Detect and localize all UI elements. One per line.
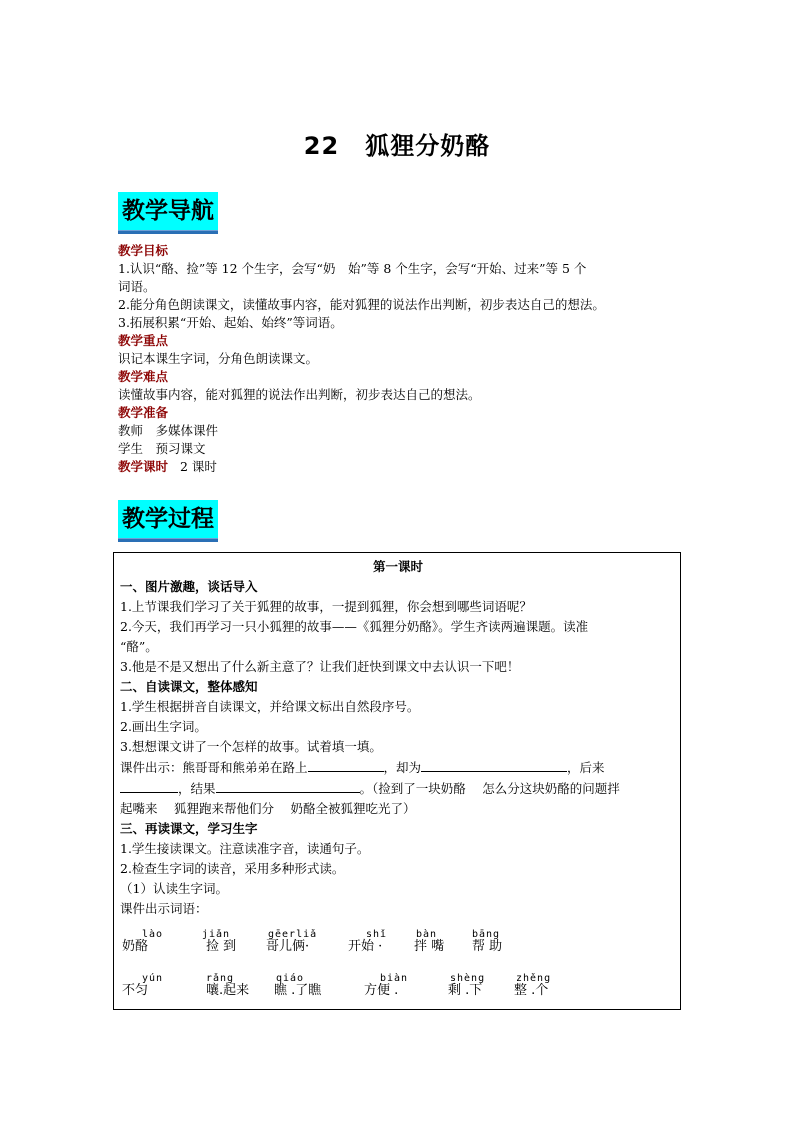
pinyin: rǎng: [206, 973, 235, 984]
fill-text: ，后来: [567, 760, 605, 775]
hours-heading: 教学课时: [118, 459, 169, 474]
vocab-word: 拌 嘴: [414, 939, 445, 954]
lesson-number: 22: [303, 132, 340, 160]
section-3-line: 课件出示词语：: [120, 901, 208, 916]
prep-line: 教师 多媒体课件: [118, 423, 219, 438]
fill-text: 课件出示：熊哥哥和熊弟弟在路上: [120, 760, 308, 775]
fill-text: 。（捡到了一块奶酪 怎么分这块奶酪的问题拌: [359, 781, 620, 796]
prep-heading: 教学准备: [118, 405, 169, 420]
goal-line: 1.认识“酪、捡”等 12 个生字，会写“奶 始”等 8 个生字，会写“开始、过来”等 5 个: [118, 261, 587, 276]
fill-blank[interactable]: [120, 778, 178, 793]
section-3-line: （1）认读生字词。: [120, 881, 228, 896]
page-title: [0, 126, 794, 161]
section-2-line: 1.学生根据拼音自读课文，并给课文标出自然段序号。: [120, 699, 420, 714]
key-text: 识记本课生字词，分角色朗读课文。: [118, 351, 319, 366]
vocab-word: 捡 到: [206, 939, 237, 954]
pinyin: lào: [142, 929, 164, 940]
fill-blank-line: [120, 778, 676, 799]
vocab-word: 帮 助: [472, 939, 503, 954]
vocab-word: 瞧 .了瞧: [274, 983, 322, 998]
hours-line: [118, 458, 678, 476]
section-2-heading: 二、自读课文，整体感知: [120, 679, 258, 694]
fill-blank[interactable]: [308, 757, 384, 772]
fill-blank[interactable]: [421, 757, 567, 772]
section-1-line: 3.他是不是又想出了什么新主意了？让我们赶快到课文中去认识一下吧！: [120, 659, 520, 674]
vocab-word: 哥儿俩·: [266, 939, 310, 954]
pinyin: zhěng: [516, 973, 552, 984]
key-heading: 教学重点: [118, 333, 169, 348]
pinyin: bāng: [472, 929, 501, 940]
goals-heading: 教学目标: [118, 243, 169, 258]
goal-line: 词语。: [118, 279, 156, 294]
vocab-word: 开始 ·: [348, 939, 383, 954]
teaching-plan: [118, 242, 678, 476]
goal-line: 2.能分角色朗读课文，读懂故事内容，能对狐狸的说法作出判断，初步表达自己的想法。: [118, 297, 605, 312]
nav-banner: 教学导航: [118, 192, 218, 231]
fill-text: ，结果: [178, 781, 216, 796]
section-1-line: “酪”。: [120, 639, 158, 654]
section-1-line: 2.今天，我们再学习一只小狐狸的故事——《狐狸分奶酪》。学生齐读两遍课题。读准: [120, 619, 589, 634]
difficulty-heading: 教学难点: [118, 369, 169, 384]
pinyin: biàn: [380, 973, 409, 984]
pinyin: shǐ: [366, 929, 388, 940]
lesson-title: 狐狸分奶酪: [365, 132, 491, 160]
fill-blank-line: [120, 757, 676, 778]
section-2-line: 3.想想课文讲了一个怎样的故事。试着填一填。: [120, 739, 382, 754]
vocab-word: 不匀: [122, 983, 149, 998]
vocab-word: 剩 .下: [448, 983, 483, 998]
process-banner: 教学过程: [118, 500, 218, 539]
pinyin: shèng: [450, 973, 486, 984]
section-3-heading: 三、再读课文，学习生字: [120, 821, 258, 836]
goal-line: 3.拓展积累“开始、起始、始终”等词语。: [118, 315, 343, 330]
lesson-heading: 第一课时: [372, 559, 423, 574]
vocabulary-grid: [120, 919, 676, 1015]
vocab-word: 方便 .: [364, 983, 399, 998]
pinyin: qiáo: [276, 973, 305, 984]
pinyin: bàn: [416, 929, 438, 940]
pinyin: yún: [142, 973, 164, 984]
section-2-line: 2.画出生字词。: [120, 719, 207, 734]
section-3-line: 1.学生接读课文。注意读准字音，读通句子。: [120, 841, 370, 856]
pinyin: gēerliǎ: [268, 929, 318, 940]
section-2-line: 起嘴来 狐狸跑来帮他们分 奶酪全被狐狸吃光了）: [120, 801, 416, 816]
section-3-line: 2.检查生字词的读音，采用多种形式读。: [120, 861, 345, 876]
fill-blank[interactable]: [216, 778, 360, 793]
section-1-line: 1.上节课我们学习了关于狐狸的故事，一提到狐狸，你会想到哪些词语呢？: [120, 599, 532, 614]
section-1-heading: 一、图片激趣，谈话导入: [120, 579, 258, 594]
prep-line: 学生 预习课文: [118, 441, 206, 456]
difficulty-text: 读懂故事内容，能对狐狸的说法作出判断，初步表达自己的想法。: [118, 387, 481, 402]
hours-text: 2 课时: [179, 459, 217, 474]
lesson-box: [113, 552, 681, 1010]
vocab-word: 整 .个: [514, 983, 549, 998]
vocab-word: 奶酪: [122, 939, 149, 954]
vocab-word: 嚷.起来: [206, 983, 250, 998]
pinyin: jiǎn: [202, 929, 231, 940]
fill-text: ，却为: [383, 760, 422, 775]
